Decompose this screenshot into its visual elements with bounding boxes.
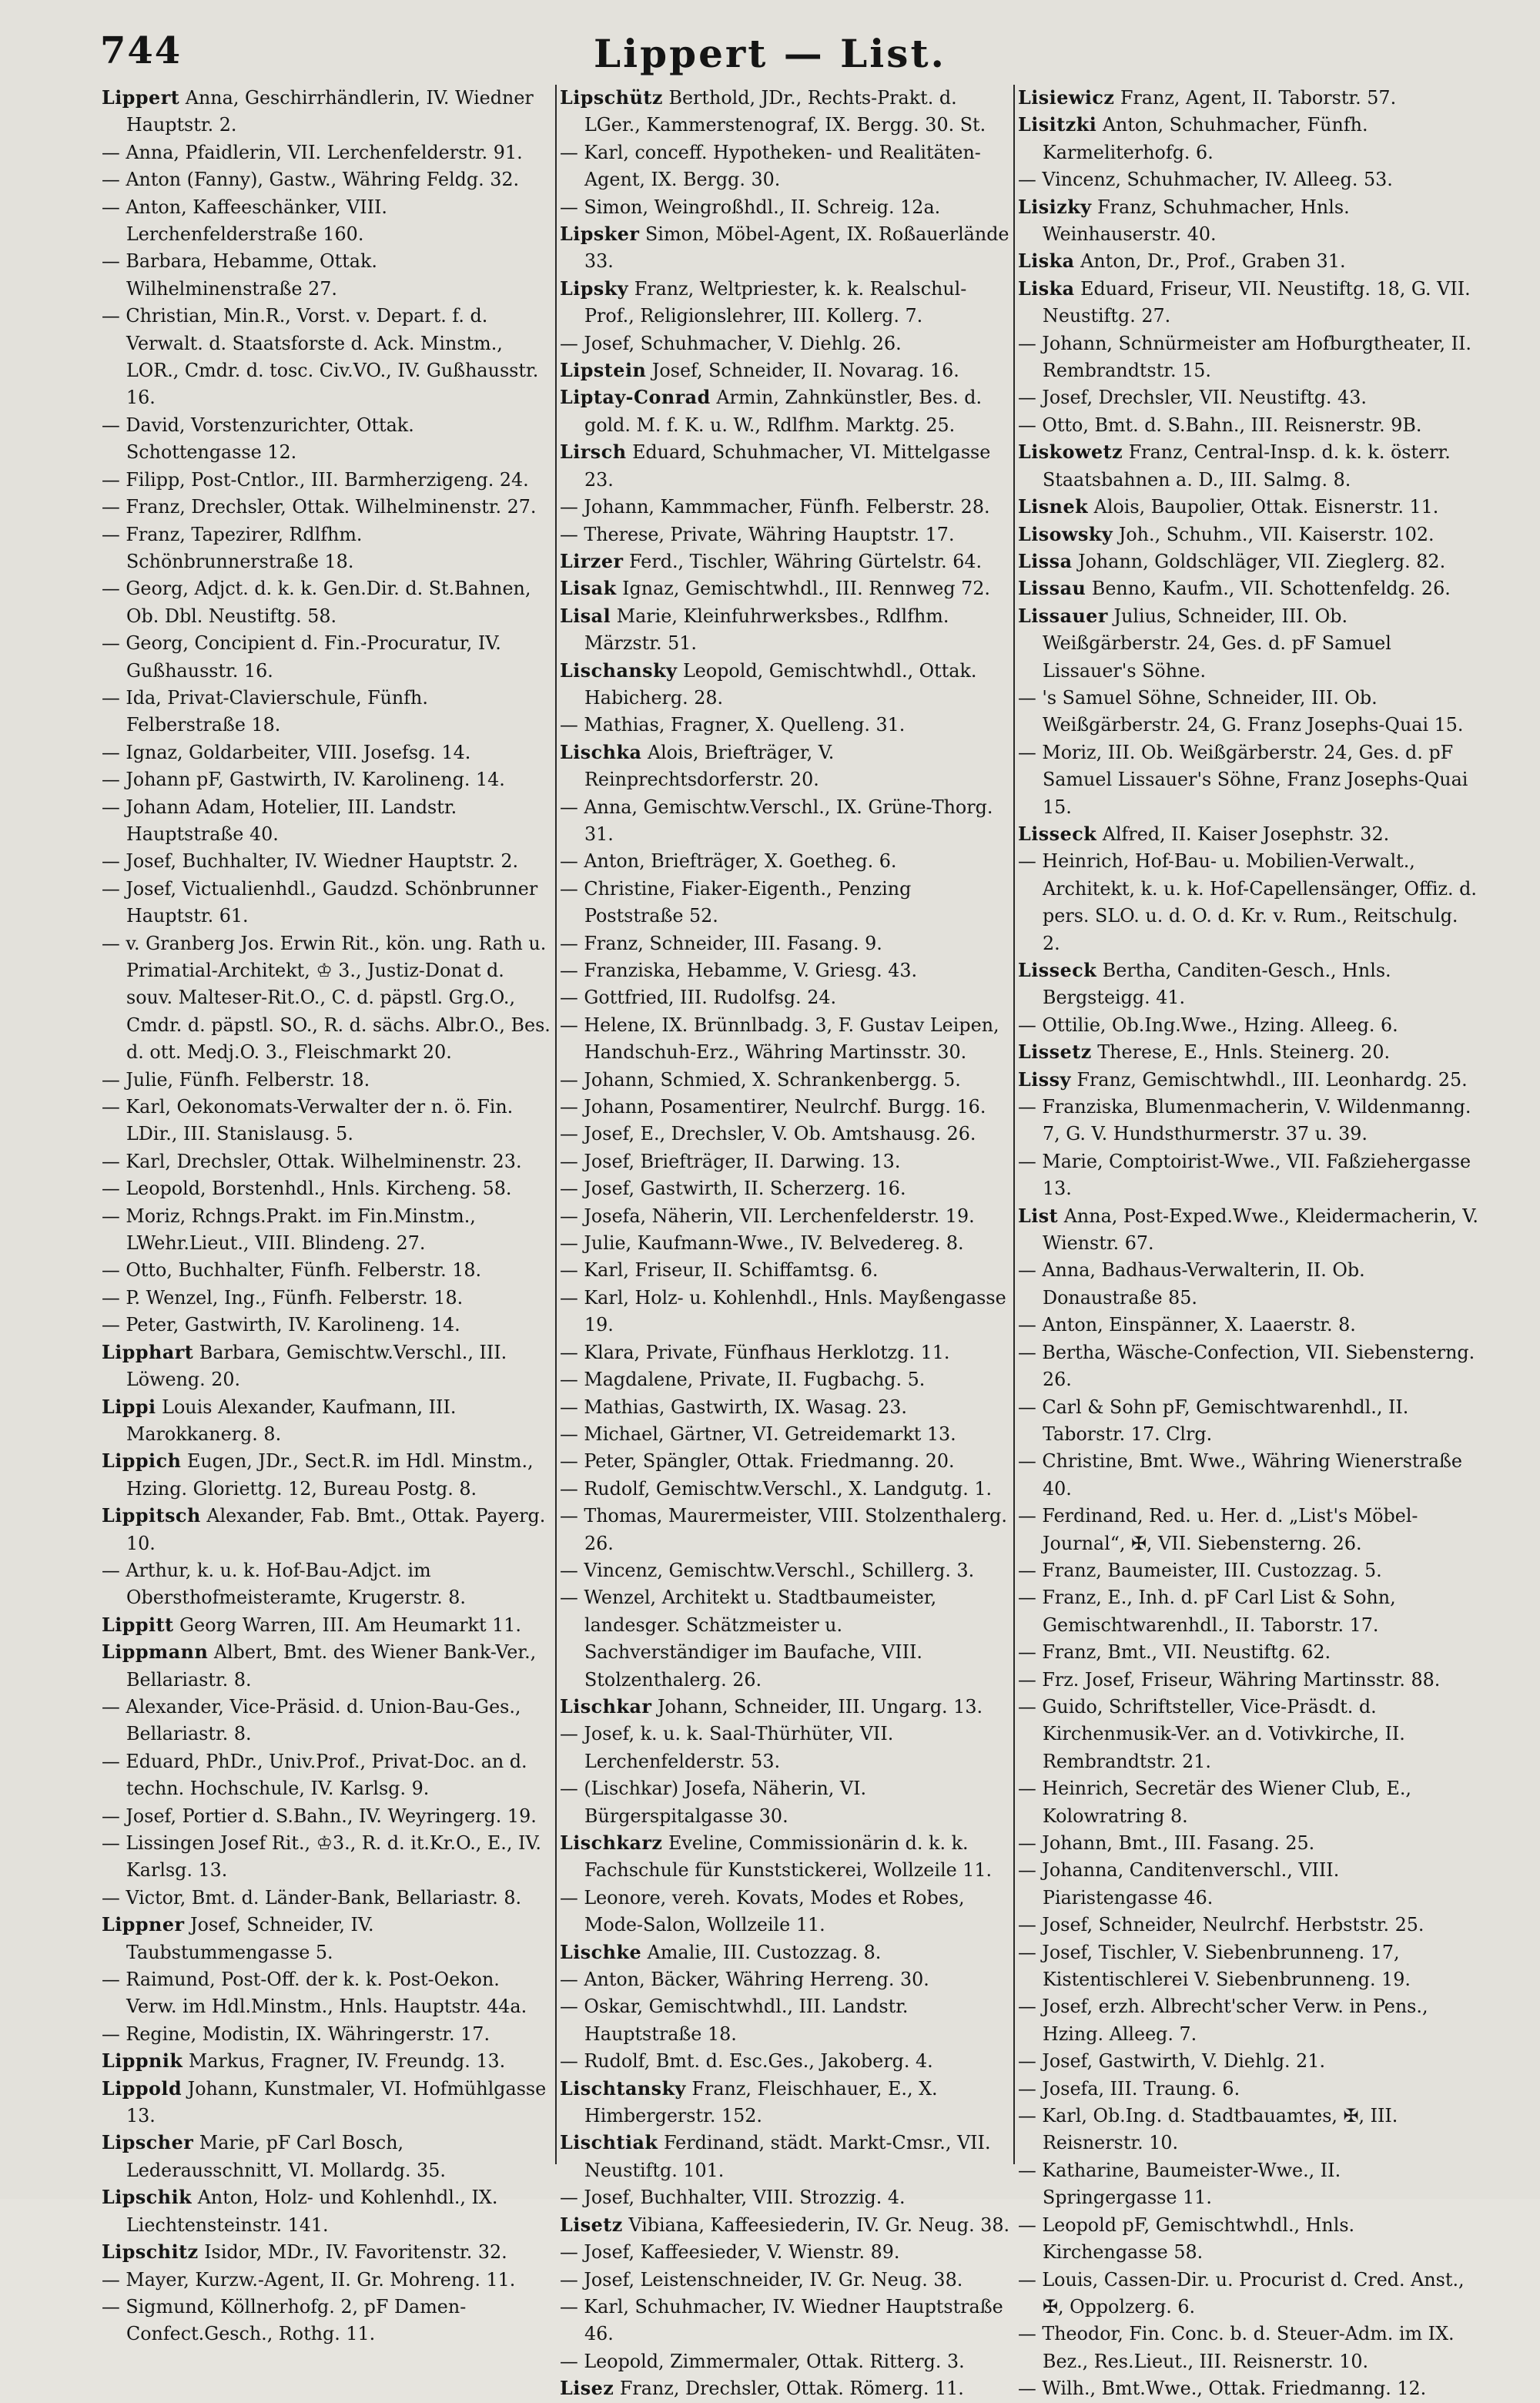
directory-entry: — Otto, Bmt. d. S.Bahn., III. Reisnerstr. 9B. [1018, 414, 1422, 436]
directory-entry: Lisizky Franz, Schuhmacher, Hnls. Weinhauserstr. 40. [1018, 196, 1350, 246]
page-number: 744 [100, 29, 182, 72]
directory-entry: — Josef, Briefträger, II. Darwing. 13. [560, 1150, 901, 1172]
directory-entry: — (Lischkar) Josefa, Näherin, VI. Bürgerspitalgasse 30. [560, 1778, 867, 1827]
directory-entry: — Barbara, Hebamme, Ottak. Wilhelminenstraße 27. [102, 250, 377, 300]
directory-entry: Lischansky Leopold, Gemischtwhdl., Ottak. Habicherg. 28. [560, 659, 977, 709]
directory-entry: — Anton, Einspänner, X. Laaerstr. 8. [1018, 1314, 1356, 1336]
directory-entry: — Johann, Kammmacher, Fünfh. Felberstr. 28. [560, 496, 990, 518]
directory-entry: — Josef, Gastwirth, V. Diehlg. 21. [1018, 2050, 1326, 2073]
directory-entry: — Louis, Cassen-Dir. u. Procurist d. Cred. Anst., ✠, Oppolzerg. 6. [1018, 2268, 1465, 2318]
directory-entry: Lipschik Anton, Holz- und Kohlenhdl., IX. Liechtensteinstr. 141. [102, 2187, 498, 2236]
directory-entry: — Peter, Spängler, Ottak. Friedmanng. 20. [560, 1450, 955, 1473]
directory-entry: — Anton, Briefträger, X. Goetheg. 6. [560, 850, 897, 873]
directory-entry: — Franz, Tapezirer, Rdlfhm. Schönbrunnerstraße 18. [102, 523, 363, 572]
directory-entry: Lissy Franz, Gemischtwhdl., III. Leonhardg. 25. [1018, 1068, 1468, 1091]
directory-entry: — Josef, Buchhalter, IV. Wiedner Hauptstr. 2. [102, 850, 519, 873]
directory-entry: Lippnik Markus, Fragner, IV. Freundg. 13. [102, 2050, 506, 2073]
directory-entry: — Frz. Josef, Friseur, Währing Martinsstr. 88. [1018, 1668, 1441, 1691]
directory-entry: Lipscher Marie, pF Carl Bosch, Lederausschnitt, VI. Mollardg. 35. [102, 2132, 446, 2181]
directory-entry: — Therese, Private, Währing Hauptstr. 17. [560, 523, 955, 545]
directory-entry: Lischtansky Franz, Fleischhauer, E., X. Himbergerstr. 152. [560, 2077, 938, 2127]
directory-entry: — Raimund, Post-Off. der k. k. Post-Oekon. Verw. im Hdl.Minstm., Hnls. Hauptstr. 44a. [102, 1969, 527, 2018]
directory-entry: Lippich Eugen, JDr., Sect.R. im Hdl. Minstm., Hzing. Gloriettg. 12, Bureau Postg. 8. [102, 1450, 534, 1500]
directory-entry: Lisseck Bertha, Canditen-Gesch., Hnls. Bergsteigg. 41. [1018, 960, 1391, 1009]
directory-entry: — Oskar, Gemischtwhdl., III. Landstr. Hauptstraße 18. [560, 1996, 909, 2045]
directory-entry: Liptay-Conrad Armin, Zahnkünstler, Bes. d. gold. M. f. K. u. W., Rdlfhm. Marktg. 25. [560, 387, 983, 436]
directory-entry: — Mathias, Fragner, X. Quelleng. 31. [560, 714, 906, 736]
directory-entry: — Filipp, Post-Cntlor., III. Barmherzigeng. 24. [102, 468, 529, 491]
directory-entry: — Eduard, PhDr., Univ.Prof., Privat-Doc. an d. techn. Hochschule, IV. Karlsg. 9. [102, 1750, 527, 1800]
directory-entry: — Moriz, III. Ob. Weißgärberstr. 24, Ges. d. pF Samuel Lissauer's Söhne, Franz Josephs-Quai 15. [1018, 741, 1468, 818]
directory-entry: Liska Eduard, Friseur, VII. Neustiftg. 18, G. VII. Neustiftg. 27. [1018, 277, 1471, 327]
directory-entry: — 's Samuel Söhne, Schneider, III. Ob. Weißgärberstr. 24, G. Franz Josephs-Quai 15. [1018, 686, 1464, 736]
directory-entry: — Georg, Adjct. d. k. k. Gen.Dir. d. St.Bahnen, Ob. Dbl. Neustiftg. 58. [102, 578, 531, 627]
column-3 [1018, 85, 1480, 2400]
directory-entry: — Josef, Schuhmacher, V. Diehlg. 26. [560, 332, 902, 354]
directory-entry: Lippitt Georg Warren, III. Am Heumarkt 11. [102, 1614, 521, 1636]
directory-entry: — Christine, Fiaker-Eigenth., Penzing Poststraße 52. [560, 877, 912, 927]
directory-entry: — Wilh., Bmt.Wwe., Ottak. Friedmanng. 12. [1018, 2378, 1427, 2400]
directory-entry: — Anton, Kaffeeschänker, VIII. Lerchenfelderstraße 160. [102, 196, 387, 246]
directory-entry: — Julie, Kaufmann-Wwe., IV. Belvedereg. 8. [560, 1232, 964, 1255]
directory-entry: — Franz, Baumeister, III. Custozzag. 5. [1018, 1559, 1382, 1581]
directory-entry: Lisseck Alfred, II. Kaiser Josephstr. 32. [1018, 823, 1390, 845]
directory-entry: Lippi Louis Alexander, Kaufmann, III. Marokkanerg. 8. [102, 1396, 457, 1445]
directory-entry: — Ottilie, Ob.Ing.Wwe., Hzing. Alleeg. 6. [1018, 1014, 1398, 1036]
directory-entry: — Josef, Kaffeesieder, V. Wienstr. 89. [560, 2241, 900, 2264]
directory-entry: Lisak Ignaz, Gemischtwhdl., III. Rennweg 72. [560, 578, 990, 600]
directory-entry: Lisitzki Anton, Schuhmacher, Fünfh. Karmeliterhofg. 6. [1018, 114, 1368, 163]
column-1 [102, 85, 552, 2345]
directory-entry: — Regine, Modistin, IX. Währingerstr. 17. [102, 2023, 490, 2045]
directory-entry: — Johann pF, Gastwirth, IV. Karolineng. 14. [102, 769, 505, 791]
directory-entry: — Michael, Gärtner, VI. Getreidemarkt 13. [560, 1423, 956, 1445]
column-2 [560, 85, 1010, 2400]
directory-entry: — Lissingen Josef Rit., ♔3., R. d. it.Kr.O., E., IV. Karlsg. 13. [102, 1832, 541, 1882]
directory-entry: — Karl, Friseur, II. Schiffamtsg. 6. [560, 1259, 879, 1282]
directory-entry: — Heinrich, Hof-Bau- u. Mobilien-Verwalt., Architekt, k. u. k. Hof-Capellensänger, Offiz. d. pers. SLO. u. d. O. d. Kr. v. Rum., Reitschulg. 2. [1018, 850, 1477, 954]
directory-entry: — Franz, E., Inh. d. pF Carl List & Sohn, Gemischtwarenhdl., II. Taborstr. 17. [1018, 1587, 1396, 1636]
directory-entry: — Josef, Portier d. S.Bahn., IV. Weyringerg. 19. [102, 1805, 537, 1827]
directory-entry: — Johanna, Canditenverschl., VIII. Piaristengasse 46. [1018, 1859, 1340, 1909]
directory-entry: — Josef, Gastwirth, II. Scherzerg. 16. [560, 1178, 906, 1200]
directory-entry: Lippold Johann, Kunstmaler, VI. Hofmühlgasse 13. [102, 2077, 547, 2127]
directory-entry: Lissau Benno, Kaufm., VII. Schottenfeldg. 26. [1018, 578, 1451, 600]
directory-entry: — Johann, Bmt., III. Fasang. 25. [1018, 1832, 1315, 1854]
directory-entry: — Theodor, Fin. Conc. b. d. Steuer-Adm. im IX. Bez., Res.Lieut., III. Reisnerstr. 10. [1018, 2323, 1455, 2372]
directory-entry: — Josefa, Näherin, VII. Lerchenfelderstr. 19. [560, 1205, 975, 1227]
directory-entry: — Rudolf, Bmt. d. Esc.Ges., Jakoberg. 4. [560, 2050, 933, 2073]
directory-entry: — Thomas, Maurermeister, VIII. Stolzenthalerg. 26. [560, 1505, 1007, 1554]
directory-entry: — Carl & Sohn pF, Gemischtwarenhdl., II. Taborstr. 17. Clrg. [1018, 1396, 1409, 1445]
directory-entry: — Arthur, k. u. k. Hof-Bau-Adjct. im Obersthofmeisteramte, Krugerstr. 8. [102, 1559, 466, 1609]
directory-entry: — Josefa, III. Traung. 6. [1018, 2077, 1240, 2100]
directory-entry: — Mayer, Kurzw.-Agent, II. Gr. Mohreng. 11. [102, 2268, 516, 2291]
directory-entry: — Magdalene, Private, II. Fugbachg. 5. [560, 1369, 926, 1391]
directory-entry: — Johann, Posamentirer, Neulrchf. Burgg. 16. [560, 1096, 986, 1118]
directory-entry: — Katharine, Baumeister-Wwe., II. Springergasse 11. [1018, 2159, 1341, 2209]
directory-entry: — Helene, IX. Brünnlbadg. 3, F. Gustav Leipen, Handschuh-Erz., Währing Martinsstr. 30. [560, 1014, 999, 1064]
directory-entry: Lippert Anna, Geschirrhändlerin, IV. Wiedner Hauptstr. 2. [102, 87, 534, 136]
directory-entry: — Franziska, Blumenmacherin, V. Wildenmanng. 7, G. V. Hundsthurmerstr. 37 u. 39. [1018, 1096, 1471, 1145]
directory-entry: — Johann, Schmied, X. Schrankenbergg. 5. [560, 1068, 961, 1091]
column-rule [555, 85, 557, 2164]
directory-entry: — Sigmund, Köllnerhofg. 2, pF Damen-Confect.Gesch., Rothg. 11. [102, 2295, 467, 2345]
directory-entry: Lissauer Julius, Schneider, III. Ob. Weißgärberstr. 24, Ges. d. pF Samuel Lissauer's Söhne. [1018, 605, 1391, 682]
directory-entry: — Otto, Buchhalter, Fünfh. Felberstr. 18. [102, 1259, 482, 1282]
directory-entry: — P. Wenzel, Ing., Fünfh. Felberstr. 18. [102, 1286, 464, 1309]
directory-entry: Lisiewicz Franz, Agent, II. Taborstr. 57. [1018, 87, 1397, 109]
directory-entry: — Wenzel, Architekt u. Stadtbaumeister, landesger. Schätzmeister u. Sachverständiger im Baufache, VIII. Stolzenthalerg. 26. [560, 1587, 937, 1691]
directory-entry: Lipschitz Isidor, MDr., IV. Favoritenstr. 32. [102, 2241, 507, 2264]
directory-entry: Lissa Johann, Goldschläger, VII. Zieglerg. 82. [1018, 550, 1446, 572]
directory-entry: Lipsker Simon, Möbel-Agent, IX. Roßauerlände 33. [560, 223, 1009, 273]
directory-entry: — Karl, Schuhmacher, IV. Wiedner Hauptstraße 46. [560, 2295, 1003, 2345]
directory-entry: Lipstein Josef, Schneider, II. Novarag. 16. [560, 360, 959, 382]
directory-entry: — Josef, Buchhalter, VIII. Strozzig. 4. [560, 2187, 906, 2209]
directory-entry: — Marie, Comptoirist-Wwe., VII. Faßziehergasse 13. [1018, 1150, 1471, 1200]
directory-entry: — Vincenz, Schuhmacher, IV. Alleeg. 53. [1018, 169, 1393, 191]
directory-entry: Lirzer Ferd., Tischler, Währing Gürtelstr. 64. [560, 550, 983, 572]
directory-entry: — Karl, Ob.Ing. d. Stadtbauamtes, ✠, III. Reisnerstr. 10. [1018, 2105, 1398, 2154]
directory-entry: Lischtiak Ferdinand, städt. Markt-Cmsr., VII. Neustiftg. 101. [560, 2132, 991, 2181]
directory-entry: — Anton (Fanny), Gastw., Währing Feldg. 32. [102, 169, 520, 191]
directory-entry: — Klara, Private, Fünfhaus Herklotzg. 11. [560, 1341, 950, 1363]
directory-entry: Lirsch Eduard, Schuhmacher, VI. Mittelgasse 23. [560, 441, 991, 491]
directory-entry: — Gottfried, III. Rudolfsg. 24. [560, 987, 837, 1009]
directory-entry: Lischkarz Eveline, Commissionärin d. k. k. Fachschule für Kunststickerei, Wollzeile 11. [560, 1832, 993, 1882]
directory-entry: — Anna, Gemischtw.Verschl., IX. Grüne-Thorg. 31. [560, 796, 993, 845]
directory-entry: — Karl, conceff. Hypotheken- und Realitäten-Agent, IX. Bergg. 30. [560, 141, 981, 191]
directory-entry: — Franziska, Hebamme, V. Griesg. 43. [560, 960, 918, 981]
directory-entry: Liska Anton, Dr., Prof., Graben 31. [1018, 250, 1346, 273]
directory-entry: — Mathias, Gastwirth, IX. Wasag. 23. [560, 1396, 907, 1418]
directory-entry: Lisnek Alois, Baupolier, Ottak. Eisnerstr. 11. [1018, 496, 1439, 518]
directory-entry: — Johann, Schnürmeister am Hofburgtheater, II. Rembrandtstr. 15. [1018, 332, 1471, 382]
directory-entry: — Franz, Drechsler, Ottak. Wilhelminenstr. 27. [102, 496, 537, 518]
directory-entry: — Anna, Pfaidlerin, VII. Lerchenfelderstr. 91. [102, 141, 523, 163]
directory-entry: — Georg, Concipient d. Fin.-Procuratur, IV. Gußhausstr. 16. [102, 632, 501, 682]
directory-entry: — Anna, Badhaus-Verwalterin, II. Ob. Donaustraße 85. [1018, 1259, 1365, 1309]
directory-entry: Lischkar Johann, Schneider, III. Ungarg. 13. [560, 1695, 983, 1718]
directory-entry: Lischka Alois, Briefträger, V. Reinprechtsdorferstr. 20. [560, 741, 835, 791]
directory-entry: — Leopold, Borstenhdl., Hnls. Kircheng. 58. [102, 1178, 512, 1200]
directory-entry: Lisez Franz, Drechsler, Ottak. Römerg. 11. [560, 2378, 964, 2400]
directory-entry: — Christine, Bmt. Wwe., Währing Wienerstraße 40. [1018, 1450, 1463, 1500]
directory-columns [102, 85, 1503, 2400]
directory-entry: — Heinrich, Secretär des Wiener Club, E., Kolowratring 8. [1018, 1778, 1411, 1827]
directory-entry: Lisetz Vibiana, Kaffeesiederin, IV. Gr. Neug. 38. [560, 2214, 1010, 2236]
directory-entry: — Josef, erzh. Albrecht'scher Verw. in Pens., Hzing. Alleeg. 7. [1018, 1996, 1428, 2045]
running-title: Lippert — List. [594, 31, 946, 76]
directory-entry: — Christian, Min.R., Vorst. v. Depart. f. d. Verwalt. d. Staatsforste d. Ack. Minstm., LOR., Cmdr. d. tosc. Civ.VO., IV. Gußhausstr. 16. [102, 305, 539, 409]
directory-entry: — Leopold, Zimmermaler, Ottak. Ritterg. 3. [560, 2350, 965, 2372]
page-header [0, 22, 1540, 75]
directory-entry: — Josef, Victualienhdl., Gaudzd. Schönbrunner Hauptstr. 61. [102, 877, 538, 927]
directory-entry: — Josef, Drechsler, VII. Neustiftg. 43. [1018, 387, 1367, 409]
directory-entry: — Josef, Schneider, Neulrchf. Herbststr. 25. [1018, 1914, 1424, 1936]
directory-entry: — Alexander, Vice-Präsid. d. Union-Bau-Ges., Bellariastr. 8. [102, 1695, 521, 1745]
directory-entry: — Karl, Holz- u. Kohlenhdl., Hnls. Mayßengasse 19. [560, 1286, 1006, 1336]
directory-entry: — Leonore, vereh. Kovats, Modes et Robes, Mode-Salon, Wollzeile 11. [560, 1886, 965, 1936]
directory-entry: — Rudolf, Gemischtw.Verschl., X. Landgutg. 1. [560, 1477, 993, 1500]
directory-entry: — Josef, Tischler, V. Siebenbrunneng. 17, Kistentischlerei V. Siebenbrunneng. 19. [1018, 1941, 1411, 1991]
directory-entry: List Anna, Post-Exped.Wwe., Kleidermacherin, V. Wienstr. 67. [1018, 1205, 1478, 1255]
directory-entry: — Guido, Schriftsteller, Vice-Präsdt. d. Kirchenmusik-Ver. an d. Votivkirche, II. Rembrandtstr. 21. [1018, 1695, 1405, 1772]
directory-entry: Lippner Josef, Schneider, IV. Taubstummengasse 5. [102, 1914, 374, 1963]
directory-entry: — Karl, Drechsler, Ottak. Wilhelminenstr. 23. [102, 1150, 522, 1172]
directory-entry: — Julie, Fünfh. Felberstr. 18. [102, 1068, 370, 1091]
column-rule [1013, 85, 1015, 2164]
directory-entry: — Johann Adam, Hotelier, III. Landstr. Hauptstraße 40. [102, 796, 457, 845]
directory-entry: — Bertha, Wäsche-Confection, VII. Siebensterng. 26. [1018, 1341, 1475, 1391]
directory-entry: — Vincenz, Gemischtw.Verschl., Schillerg. 3. [560, 1559, 975, 1581]
directory-entry: — Josef, Leistenschneider, IV. Gr. Neug. 38. [560, 2268, 963, 2291]
directory-entry: Lipphart Barbara, Gemischtw.Verschl., III. Löweng. 20. [102, 1341, 507, 1391]
directory-entry: Lisal Marie, Kleinfuhrwerksbes., Rdlfhm. Märzstr. 51. [560, 605, 949, 655]
directory-entry: — Victor, Bmt. d. Länder-Bank, Bellariastr. 8. [102, 1886, 522, 1909]
directory-entry: — Leopold pF, Gemischtwhdl., Hnls. Kirchengasse 58. [1018, 2214, 1355, 2264]
directory-entry: — David, Vorstenzurichter, Ottak. Schottengasse 12. [102, 414, 414, 464]
directory-entry: — Simon, Weingroßhdl., II. Schreig. 12a. [560, 196, 941, 218]
directory-entry: Lippmann Albert, Bmt. des Wiener Bank-Ver., Bellariastr. 8. [102, 1641, 537, 1691]
directory-entry: — Josef, k. u. k. Saal-Thürhüter, VII. Lerchenfelderstr. 53. [560, 1723, 894, 1772]
directory-entry: Lippitsch Alexander, Fab. Bmt., Ottak. Payerg. 10. [102, 1505, 546, 1554]
directory-entry: — Ignaz, Goldarbeiter, VIII. Josefsg. 14. [102, 741, 471, 763]
directory-entry: — v. Granberg Jos. Erwin Rit., kön. ung. Rath u. Primatial-Architekt, ♔ 3., Justiz-Donat d. souv. Malteser-Rit.O., C. d. päpstl. Grg.O., Cmdr. d. päpstl. SO., R. d. sächs. Albr.O., Bes. d. ott. Medj.O. 3., Fleischmarkt 20. [102, 932, 551, 1064]
directory-entry: Lipschütz Berthold, JDr., Rechts-Prakt. d. LGer., Kammerstenograf, IX. Bergg. 30. St. [560, 87, 986, 136]
directory-entry: — Karl, Oekonomats-Verwalter der n. ö. Fin. LDir., III. Stanislausg. 5. [102, 1096, 514, 1145]
directory-entry: Liskowetz Franz, Central-Insp. d. k. k. österr. Staatsbahnen a. D., III. Salmg. 8. [1018, 441, 1451, 491]
directory-entry: — Ferdinand, Red. u. Her. d. „List's Möbel-Journal“, ✠, VII. Siebensterng. 26. [1018, 1505, 1418, 1554]
directory-entry: — Franz, Bmt., VII. Neustiftg. 62. [1018, 1641, 1331, 1664]
directory-entry: — Peter, Gastwirth, IV. Karolineng. 14. [102, 1314, 460, 1336]
directory-entry: — Josef, E., Drechsler, V. Ob. Amtshausg. 26. [560, 1123, 976, 1145]
directory-entry: Lisowsky Joh., Schuhm., VII. Kaiserstr. 102. [1018, 523, 1435, 545]
directory-entry: — Ida, Privat-Clavierschule, Fünfh. Felberstraße 18. [102, 686, 428, 736]
directory-entry: Lissetz Therese, E., Hnls. Steinerg. 20. [1018, 1041, 1391, 1064]
directory-entry: — Franz, Schneider, III. Fasang. 9. [560, 932, 882, 954]
directory-entry: — Moriz, Rchngs.Prakt. im Fin.Minstm., LWehr.Lieut., VIII. Blindeng. 27. [102, 1205, 476, 1255]
directory-entry: Lipsky Franz, Weltpriester, k. k. Realschul-Prof., Religionslehrer, III. Kollerg. 7. [560, 277, 967, 327]
directory-entry: Lischke Amalie, III. Custozzag. 8. [560, 1941, 882, 1963]
directory-entry: — Anton, Bäcker, Währing Herreng. 30. [560, 1969, 929, 1991]
